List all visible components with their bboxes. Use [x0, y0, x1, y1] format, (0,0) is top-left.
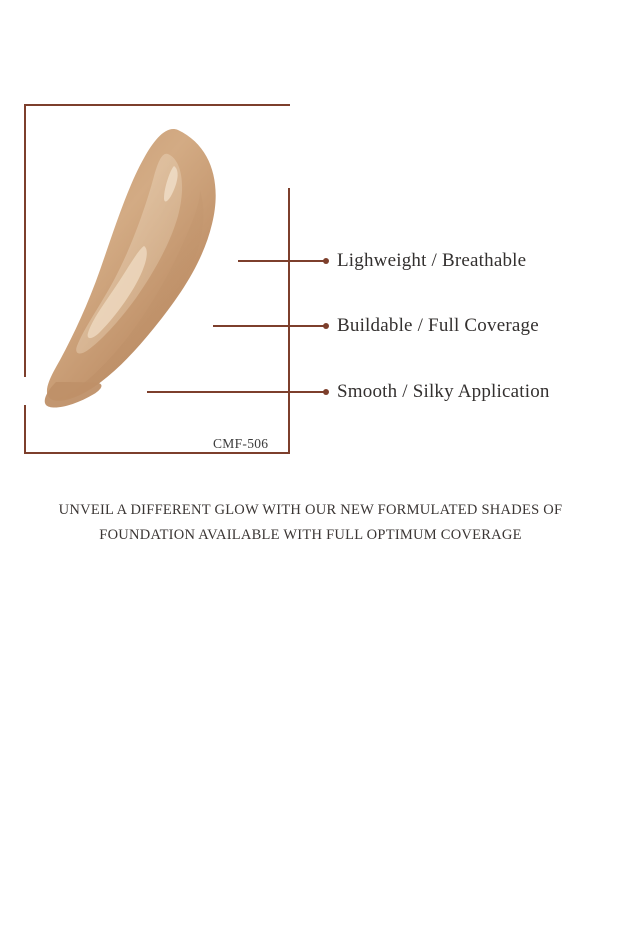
- frame-bottom-rule: [24, 452, 290, 454]
- callout-smooth: [147, 383, 550, 401]
- callout-dot-icon: [323, 323, 329, 329]
- tagline-line-2: FOUNDATION AVAILABLE WITH FULL OPTIMUM COVERAGE: [99, 527, 522, 543]
- callout-buildable: [213, 317, 539, 335]
- callout-leader-line: [147, 391, 324, 392]
- callout-label: Lighweight / Breathable: [337, 250, 527, 271]
- callout-label: Buildable / Full Coverage: [337, 315, 539, 336]
- tagline-line-1: UNVEIL A DIFFERENT GLOW WITH OUR NEW FORMULATED SHADES OF: [58, 502, 563, 518]
- callout-leader-line: [238, 260, 324, 261]
- shade-code-label: CMF-506: [213, 436, 269, 451]
- frame-left-rule-lower: [24, 405, 26, 454]
- tagline: [0, 498, 621, 548]
- frame-top-rule: [24, 104, 290, 106]
- foundation-swatch-image: [40, 120, 280, 420]
- callout-lightweight: [238, 252, 526, 270]
- callout-label: Smooth / Silky Application: [337, 381, 550, 402]
- frame-left-rule-upper: [24, 104, 26, 377]
- callout-dot-icon: [323, 258, 329, 264]
- callout-dot-icon: [323, 389, 329, 395]
- callout-leader-line: [213, 325, 324, 326]
